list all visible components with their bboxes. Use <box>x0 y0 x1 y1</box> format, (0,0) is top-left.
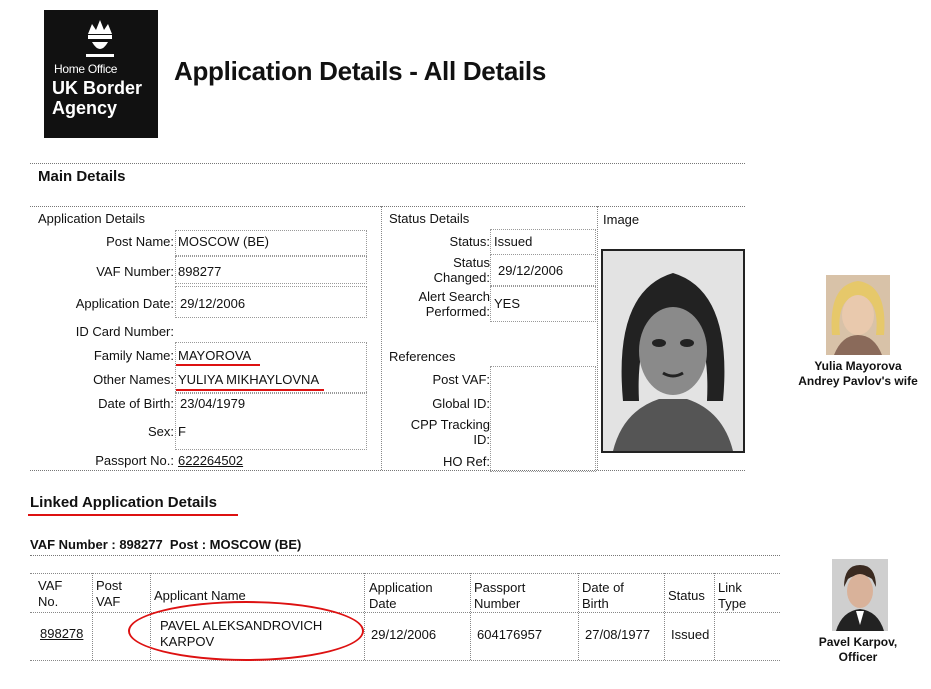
post-vaf-label: Post VAF: <box>432 372 490 387</box>
row-application-date: 29/12/2006 <box>371 627 437 642</box>
col-vaf-no <box>38 578 62 610</box>
col-header-line: Post <box>96 578 123 593</box>
row-date-of-birth: 27/08/1977 <box>585 627 651 642</box>
col-header-line: Type <box>718 596 747 611</box>
col-header-line: VAF <box>38 578 63 593</box>
col-header-line: Date of <box>582 580 624 595</box>
linked-heading: Linked Application Details <box>30 494 217 511</box>
sex-label: Sex: <box>147 424 174 439</box>
field-box <box>175 256 367 284</box>
vaf-number-label: VAF Number: <box>96 264 174 279</box>
applicant-portrait-icon <box>603 251 743 451</box>
col-applicant-name: Applicant Name <box>154 588 246 603</box>
col-header-line: Passport <box>474 580 526 595</box>
application-date-value: 29/12/2006 <box>180 296 246 311</box>
cpp-tracking-label <box>390 417 490 447</box>
dob-label: Date of Birth: <box>98 396 174 411</box>
table-top-rule <box>30 573 780 575</box>
col-header-line: Birth <box>582 596 609 611</box>
col-header-line: Date <box>369 596 397 611</box>
caption-line: Officer <box>838 650 878 664</box>
id-card-label: ID Card Number: <box>75 324 174 339</box>
field-box <box>490 286 596 322</box>
row-vaf-link[interactable]: 898278 <box>40 626 84 641</box>
family-name-value: MAYOROVA <box>178 348 252 363</box>
application-details-heading: Application Details <box>38 211 145 226</box>
yulia-caption <box>788 359 928 389</box>
field-box <box>490 366 596 472</box>
col-date-of-birth <box>582 580 624 612</box>
caption-line: Yulia Mayorova <box>814 359 902 373</box>
status-changed-value: 29/12/2006 <box>498 263 564 278</box>
logo-ukba <box>52 78 142 118</box>
alert-search-value: YES <box>494 296 521 311</box>
cpp-label-line2: ID: <box>473 432 490 447</box>
col-status: Status <box>668 588 705 603</box>
field-box <box>490 254 596 286</box>
applicant-name-line2: KARPOV <box>160 634 215 649</box>
passport-label: Passport No.: <box>95 453 174 468</box>
col-header-line: Application <box>369 580 433 595</box>
column-separator <box>381 206 382 470</box>
yulia-mayorova-photo <box>826 275 890 355</box>
status-changed-label <box>390 255 490 285</box>
column-separator <box>578 573 579 660</box>
field-box <box>175 230 367 256</box>
cpp-label-line1: CPP Tracking <box>410 417 490 432</box>
row-status: Issued <box>671 627 710 642</box>
page-title: Application Details - All Details <box>174 56 546 86</box>
field-box <box>490 229 596 255</box>
post-name-value: MOSCOW (BE) <box>178 234 269 249</box>
column-separator <box>714 573 715 660</box>
other-names-label: Other Names: <box>93 372 174 387</box>
row-passport-number: 604176957 <box>477 627 543 642</box>
caption-line: Pavel Karpov, <box>818 635 898 649</box>
column-separator <box>664 573 665 660</box>
col-header-line: Link <box>718 580 742 595</box>
woman-portrait-icon <box>826 275 890 355</box>
col-application-date <box>369 580 433 612</box>
table-header-rule <box>30 612 780 613</box>
alert-label-line2: Performed: <box>425 304 490 319</box>
image-heading: Image <box>603 212 640 227</box>
linked-heading-underline <box>28 514 238 516</box>
applicant-name-line1: PAVEL ALEKSANDROVICH <box>160 618 323 633</box>
applicant-photo <box>601 249 745 453</box>
divider <box>30 470 745 471</box>
divider <box>30 555 780 556</box>
column-separator <box>92 573 93 660</box>
references-heading: References <box>389 349 456 364</box>
vaf-number-value: 898277 <box>178 264 222 279</box>
col-header-line: No. <box>38 594 59 609</box>
alert-label-line1: Alert Search <box>418 289 490 304</box>
column-separator <box>470 573 471 660</box>
col-link-type <box>718 580 746 612</box>
applicant-name-circle <box>128 601 364 661</box>
uk-border-agency-logo <box>44 10 158 138</box>
main-details-heading: Main Details <box>38 168 126 185</box>
field-box <box>175 342 367 394</box>
status-details-heading: Status Details <box>389 211 470 226</box>
field-box <box>175 392 367 450</box>
logo-line-uk-border: UK Border <box>52 78 143 98</box>
status-changed-label-line1: Status <box>453 255 490 270</box>
col-header-line: Number <box>474 596 521 611</box>
application-date-label: Application Date: <box>75 296 174 311</box>
other-names-value: YULIYA MIKHAYLOVNA <box>178 372 320 387</box>
sex-value: F <box>178 424 186 439</box>
column-separator <box>364 573 365 660</box>
crown-crest-icon <box>80 16 120 60</box>
table-bottom-rule <box>30 660 780 661</box>
man-portrait-icon <box>832 559 888 631</box>
alert-search-label <box>390 289 490 319</box>
col-post-vaf <box>96 578 122 610</box>
divider <box>30 206 745 207</box>
pavel-karpov-photo <box>832 559 888 631</box>
passport-value: 622264502 <box>178 453 244 468</box>
divider <box>30 163 745 164</box>
col-header-line: VAF <box>96 594 121 609</box>
field-box <box>175 286 367 318</box>
pavel-caption <box>790 635 926 665</box>
linked-vaf-post: VAF Number : 898277 Post : MOSCOW (BE) <box>30 537 302 552</box>
family-name-label: Family Name: <box>93 348 174 363</box>
logo-line-agency: Agency <box>52 98 118 118</box>
status-changed-label-line2: Changed: <box>433 270 490 285</box>
post-name-label: Post Name: <box>106 234 174 249</box>
ho-ref-label: HO Ref: <box>443 454 490 469</box>
column-separator <box>597 206 598 470</box>
col-passport-number <box>474 580 525 612</box>
dob-value: 23/04/1979 <box>180 396 246 411</box>
logo-home-office: Home Office <box>54 62 118 76</box>
status-value: Issued <box>494 234 533 249</box>
caption-line: Andrey Pavlov's wife <box>798 374 918 388</box>
status-label: Status: <box>449 234 490 249</box>
global-id-label: Global ID: <box>432 396 490 411</box>
